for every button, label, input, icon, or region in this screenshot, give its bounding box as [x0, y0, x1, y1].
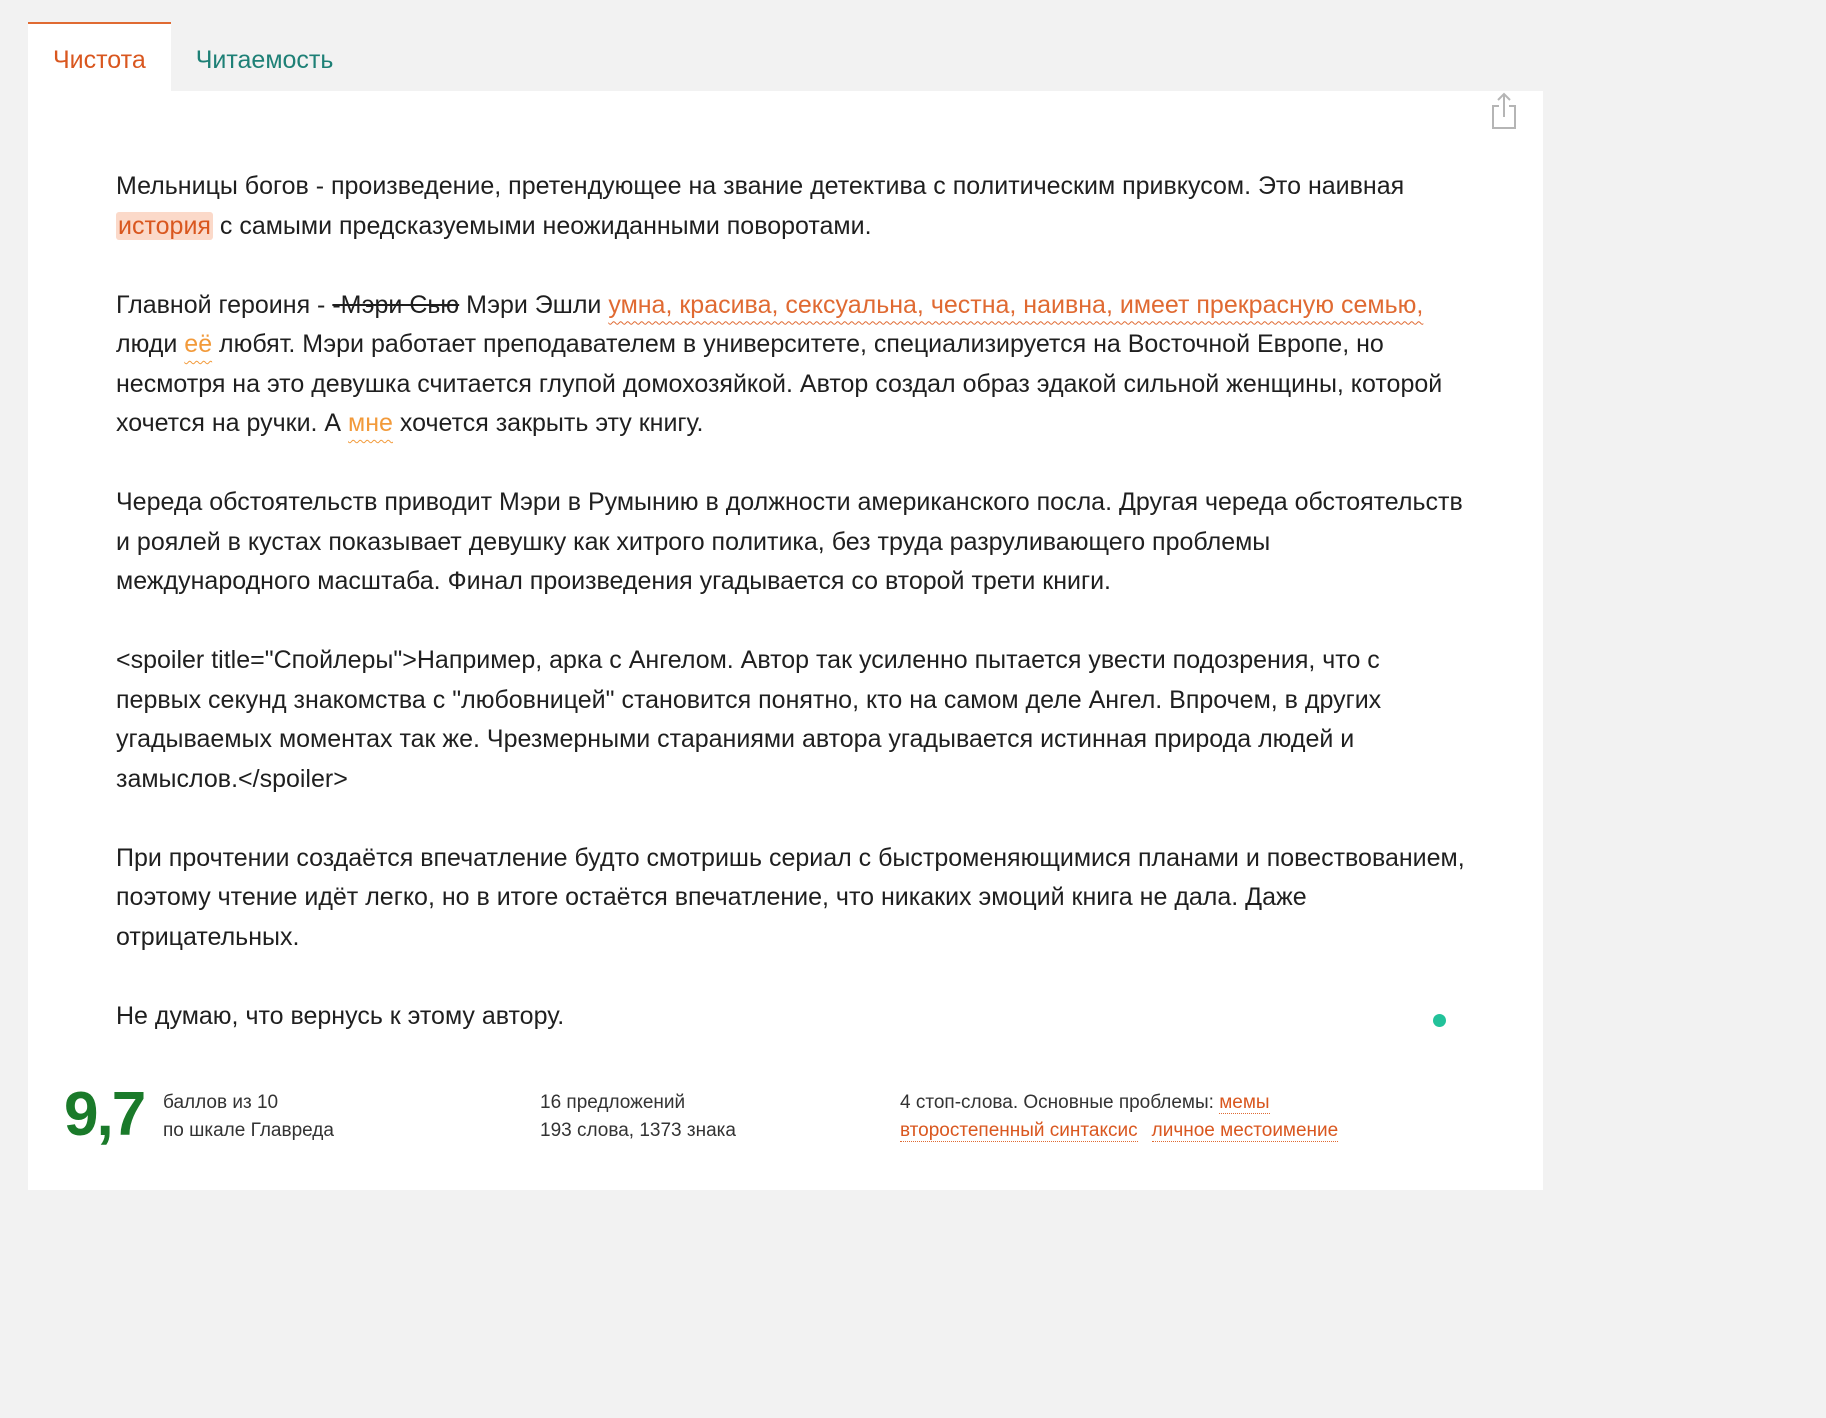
paragraph-2: Главной героиня - -Мэри Сью Мэри Эшли умна, красива, сексуальна, честна, наивна, имеет прекрасную семью, люди её любят. Мэри работает преподавателем в университете, специализируется на Восточной Европе, но несмотря на это девушка считается глупой домохозяйкой. Автор создал образ эдакой сильной женщины, которой хочется на ручки. А мне хочется закрыть эту книгу.: [116, 290, 1443, 437]
score-description: баллов из 10 по шкале Главреда: [163, 1092, 334, 1141]
paragraph-1: Мельницы богов - произведение, претендующее на звание детектива с политическим привкусом. Это наивная история с самыми предсказуемыми неожиданными поворотами.: [116, 172, 1405, 240]
text-editor[interactable]: [116, 167, 1466, 1076]
paragraph-4: <spoiler title="Спойлеры">Например, арка с Ангелом. Автор так усиленно пытается увести подозрения, что с первых секунд знакомства с "любовницей" становится понятно, кто на самом деле Ангел. Впрочем, в других угадываемых моментах так же. Чрезмерными стараниями автора угадывается истинная природа людей и замыслов.</spoiler>: [116, 646, 1382, 793]
score-value: 9,7: [64, 1080, 145, 1149]
highlight-pronoun[interactable]: её: [184, 330, 213, 358]
problem-link-syntax[interactable]: второстепенный синтаксис: [900, 1120, 1138, 1141]
share-icon[interactable]: [1488, 91, 1520, 131]
tab-readability[interactable]: Читаемость: [195, 46, 334, 74]
status-dot: [1433, 1014, 1446, 1027]
problems-summary: 4 стоп-слова. Основные проблемы: мемы второстепенный синтаксис личное местоимение: [900, 1092, 1339, 1141]
highlight-pronoun[interactable]: мне: [348, 409, 393, 437]
paragraph-3: Череда обстоятельств приводит Мэри в Румынию в должности американского посла. Другая череда обстоятельств и роялей в кустах показывает девушку как хитрого политика, без труда разруливающего проблемы международного масштаба. Финал произведения угадывается со второй трети книги.: [116, 488, 1463, 595]
paragraph-5: При прочтении создаётся впечатление будто смотришь сериал с быстроменяющимися планами и повествованием, поэтому чтение идёт легко, но в итоге остаётся впечатление, что никаких эмоций книга не дала. Даже отрицательных.: [116, 843, 1465, 951]
highlight-phrase[interactable]: умна, красива, сексуальна, честна, наивна, имеет прекрасную семью,: [608, 290, 1424, 319]
highlight-word[interactable]: история: [118, 211, 211, 240]
paragraph-6: Не думаю, что вернусь к этому автору.: [116, 1001, 565, 1030]
tab-bar: [28, 22, 358, 92]
problem-link-pronoun[interactable]: личное местоимение: [1151, 1120, 1339, 1141]
tab-purity[interactable]: Чистота: [28, 22, 171, 92]
strikethrough-text: -Мэри Сью: [332, 290, 460, 319]
problem-link-memes[interactable]: мемы: [1219, 1092, 1270, 1113]
text-stats: 16 предложений 193 слова, 1373 знака: [540, 1092, 736, 1141]
editor-panel: [28, 91, 1543, 1190]
